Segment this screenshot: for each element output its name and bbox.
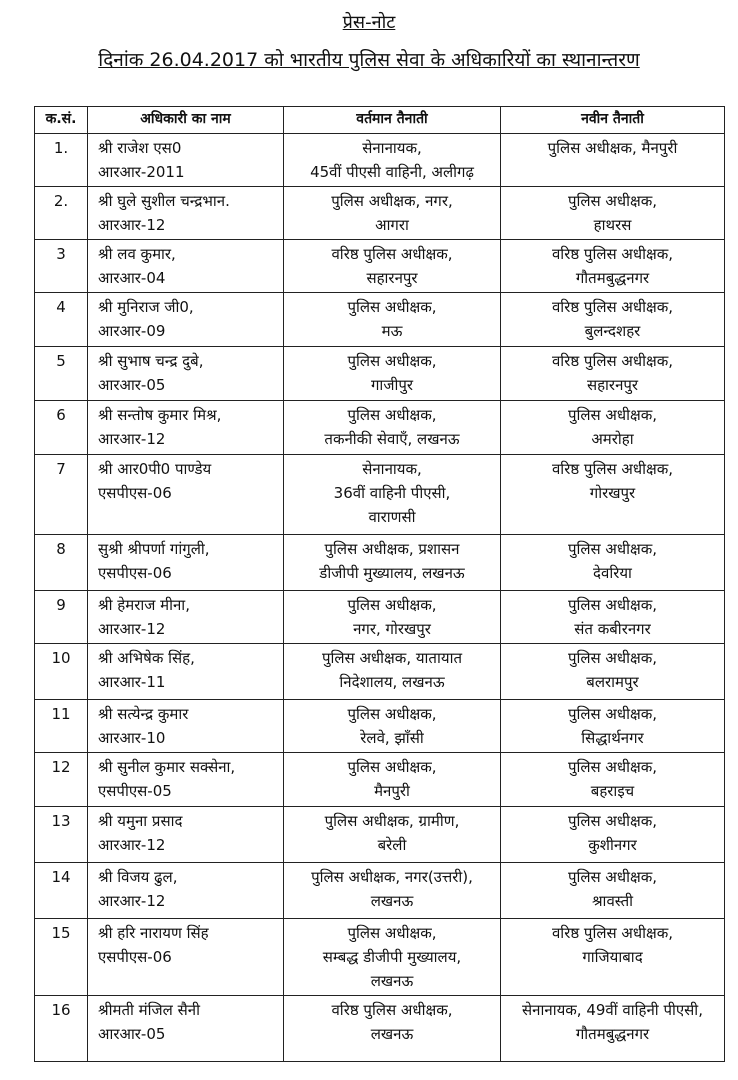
officer-cell <box>88 807 284 863</box>
serial-number: 12 <box>35 753 88 807</box>
current-posting-line: पुलिस अधीक्षक, प्रशासन <box>324 540 460 558</box>
current-posting-line: निदेशालय, लखनऊ <box>339 673 445 691</box>
table-row <box>35 996 725 1062</box>
table-row <box>35 240 725 293</box>
current-posting-line: पुलिस अधीक्षक, <box>347 705 437 723</box>
new-posting-line: पुलिस अधीक्षक, मैनपुरी <box>547 139 678 157</box>
new-posting <box>501 591 725 644</box>
new-posting <box>501 535 725 591</box>
current-posting-line: पुलिस अधीक्षक, <box>347 298 437 316</box>
new-posting <box>501 807 725 863</box>
current-posting-line: सम्बद्ध डीजीपी मुख्यालय, <box>322 948 462 966</box>
officer-batch: एसपीएस-06 <box>98 564 172 582</box>
current-posting-line: नगर, गोरखपुर <box>353 620 431 638</box>
table-header-row <box>35 107 725 134</box>
new-posting-line: बलरामपुर <box>586 673 639 691</box>
table-row <box>35 753 725 807</box>
current-posting <box>284 700 501 753</box>
current-posting <box>284 996 501 1062</box>
serial-number: 14 <box>35 863 88 919</box>
current-posting <box>284 187 501 240</box>
officer-name: श्री आर0पी0 पाण्डेय <box>98 460 212 478</box>
current-posting-line: मैनपुरी <box>374 782 410 800</box>
officer-name: श्री राजेश एस0 <box>98 139 182 157</box>
new-posting-line: पुलिस अधीक्षक, <box>567 649 658 667</box>
officer-cell <box>88 347 284 401</box>
header-officer-name: अधिकारी का नाम <box>88 107 284 134</box>
new-posting-line: वरिष्ठ पुलिस अधीक्षक, <box>551 298 674 316</box>
new-posting-line: हाथरस <box>593 216 632 234</box>
officer-cell <box>88 644 284 700</box>
new-posting <box>501 700 725 753</box>
current-posting-line: पुलिस अधीक्षक, <box>347 758 437 776</box>
table-row <box>35 401 725 455</box>
new-posting <box>501 996 725 1062</box>
new-posting-line: कुशीनगर <box>588 836 637 854</box>
officer-name: श्री हरि नारायण सिंह <box>98 924 209 942</box>
table-row <box>35 700 725 753</box>
current-posting-line: वरिष्ठ पुलिस अधीक्षक, <box>331 245 453 263</box>
new-posting <box>501 347 725 401</box>
table-body <box>35 134 725 1062</box>
serial-number: 1. <box>35 134 88 187</box>
officer-batch: एसपीएस-06 <box>98 948 172 966</box>
new-posting-line: वरिष्ठ पुलिस अधीक्षक, <box>551 352 674 370</box>
officer-name: श्री अभिषेक सिंह, <box>98 649 195 667</box>
new-posting-line: पुलिस अधीक्षक, <box>567 596 658 614</box>
current-posting-line: पुलिस अधीक्षक, नगर(उत्तरी), <box>311 868 473 886</box>
serial-number: 13 <box>35 807 88 863</box>
officer-batch: आरआर-12 <box>98 892 166 910</box>
officer-cell <box>88 700 284 753</box>
new-posting <box>501 293 725 347</box>
serial-number: 8 <box>35 535 88 591</box>
current-posting-line: लखनऊ <box>370 892 414 910</box>
officer-batch: आरआर-09 <box>98 322 166 340</box>
current-posting-line: वरिष्ठ पुलिस अधीक्षक, <box>331 1001 453 1019</box>
officer-name: श्री यमुना प्रसाद <box>98 812 183 830</box>
table-row <box>35 134 725 187</box>
new-posting <box>501 753 725 807</box>
table-row <box>35 863 725 919</box>
table-row <box>35 807 725 863</box>
new-posting <box>501 240 725 293</box>
transfer-table <box>34 106 725 1062</box>
new-posting-line: बुलन्दशहर <box>584 322 641 340</box>
officer-batch: आरआर-04 <box>98 269 166 287</box>
current-posting-line: सेनानायक, <box>362 460 422 478</box>
officer-batch: आरआर-12 <box>98 430 166 448</box>
new-posting-line: गोरखपुर <box>589 484 636 502</box>
officer-name: श्री लव कुमार, <box>98 245 176 263</box>
new-posting-line: पुलिस अधीक्षक, <box>567 192 658 210</box>
current-posting-line: पुलिस अधीक्षक, ग्रामीण, <box>324 812 460 830</box>
officer-name: श्री सत्येन्द्र कुमार <box>98 705 189 723</box>
press-note-subtitle: दिनांक 26.04.2017 को भारतीय पुलिस सेवा के अधिकारियों का स्थानान्तरण <box>98 49 640 71</box>
current-posting-line: गाजीपुर <box>370 376 413 394</box>
header-current-posting: वर्तमान तैनाती <box>284 107 501 134</box>
current-posting-line: पुलिस अधीक्षक, <box>347 924 437 942</box>
current-posting <box>284 644 501 700</box>
new-posting-line: संत कबीरनगर <box>574 620 651 638</box>
current-posting-line: बरेली <box>377 836 407 854</box>
officer-batch: आरआर-05 <box>98 1025 166 1043</box>
table-row <box>35 293 725 347</box>
press-note-title: प्रेस-नोट <box>342 12 396 33</box>
new-posting-line: पुलिस अधीक्षक, <box>567 868 658 886</box>
new-posting-line: पुलिस अधीक्षक, <box>567 812 658 830</box>
current-posting-line: डीजीपी मुख्यालय, लखनऊ <box>319 564 465 582</box>
officer-cell <box>88 591 284 644</box>
officer-batch: आरआर-2011 <box>98 163 185 181</box>
new-posting <box>501 644 725 700</box>
table-row <box>35 919 725 996</box>
serial-number: 16 <box>35 996 88 1062</box>
officer-name: सुश्री श्रीपर्णा गांगुली, <box>98 540 210 558</box>
officer-cell <box>88 401 284 455</box>
table-row <box>35 591 725 644</box>
officer-name: श्री विजय ढुल, <box>98 868 178 886</box>
officer-name: श्री सुभाष चन्द्र दुबे, <box>98 352 204 370</box>
current-posting <box>284 591 501 644</box>
serial-number: 2. <box>35 187 88 240</box>
new-posting-line: अमरोहा <box>591 430 634 448</box>
new-posting-line: वरिष्ठ पुलिस अधीक्षक, <box>551 460 674 478</box>
officer-name: श्रीमती मंजिल सैनी <box>98 1001 200 1019</box>
new-posting-line: वरिष्ठ पुलिस अधीक्षक, <box>551 245 674 263</box>
current-posting-line: रेलवे, झाँसी <box>360 729 424 747</box>
officer-batch: आरआर-10 <box>98 729 166 747</box>
current-posting-line: पुलिस अधीक्षक, यातायात <box>321 649 463 667</box>
officer-name: श्री घुले सुशील चन्द्रभान. <box>98 192 230 210</box>
officer-batch: आरआर-12 <box>98 836 166 854</box>
serial-number: 15 <box>35 919 88 996</box>
current-posting <box>284 807 501 863</box>
new-posting <box>501 455 725 535</box>
serial-number: 3 <box>35 240 88 293</box>
current-posting <box>284 455 501 535</box>
table-row <box>35 535 725 591</box>
current-posting-line: पुलिस अधीक्षक, <box>347 596 437 614</box>
new-posting <box>501 401 725 455</box>
new-posting-line: पुलिस अधीक्षक, <box>567 705 658 723</box>
officer-name: श्री मुनिराज जी0, <box>98 298 194 316</box>
serial-number: 9 <box>35 591 88 644</box>
new-posting-line: सिद्धार्थनगर <box>581 729 644 747</box>
officer-cell <box>88 455 284 535</box>
new-posting-line: गौतमबुद्धनगर <box>575 1025 650 1043</box>
officer-cell <box>88 919 284 996</box>
current-posting <box>284 919 501 996</box>
new-posting-line: पुलिस अधीक्षक, <box>567 540 658 558</box>
new-posting-line: सेनानायक, 49वीं वाहिनी पीएसी, <box>522 1001 703 1019</box>
current-posting <box>284 134 501 187</box>
officer-name: श्री सन्तोष कुमार मिश्र, <box>98 406 222 424</box>
officer-cell <box>88 187 284 240</box>
officer-batch: एसपीएस-05 <box>98 782 172 800</box>
current-posting-line: वाराणसी <box>368 508 416 526</box>
current-posting-line: पुलिस अधीक्षक, <box>347 406 437 424</box>
officer-batch: आरआर-12 <box>98 620 166 638</box>
officer-name: श्री हेमराज मीना, <box>98 596 190 614</box>
serial-number: 7 <box>35 455 88 535</box>
new-posting <box>501 187 725 240</box>
officer-batch: आरआर-11 <box>98 673 166 691</box>
header-sno: क.सं. <box>35 107 88 134</box>
officer-cell <box>88 134 284 187</box>
current-posting-line: 45वीं पीएसी वाहिनी, अलीगढ़ <box>310 163 474 181</box>
officer-cell <box>88 535 284 591</box>
current-posting <box>284 753 501 807</box>
officer-batch: आरआर-12 <box>98 216 166 234</box>
new-posting-line: वरिष्ठ पुलिस अधीक्षक, <box>551 924 674 942</box>
serial-number: 6 <box>35 401 88 455</box>
table-row <box>35 187 725 240</box>
current-posting-line: 36वीं वाहिनी पीएसी, <box>333 484 451 502</box>
officer-cell <box>88 753 284 807</box>
new-posting-line: पुलिस अधीक्षक, <box>567 758 658 776</box>
new-posting-line: बहराइच <box>590 782 635 800</box>
current-posting <box>284 293 501 347</box>
new-posting-line: श्रावस्ती <box>591 892 634 910</box>
new-posting <box>501 134 725 187</box>
new-posting-line: गौतमबुद्धनगर <box>575 269 650 287</box>
serial-number: 4 <box>35 293 88 347</box>
officer-batch: आरआर-05 <box>98 376 166 394</box>
new-posting-line: पुलिस अधीक्षक, <box>567 406 658 424</box>
new-posting <box>501 919 725 996</box>
officer-batch: एसपीएस-06 <box>98 484 172 502</box>
serial-number: 11 <box>35 700 88 753</box>
officer-cell <box>88 996 284 1062</box>
current-posting-line: सहारनपुर <box>366 269 418 287</box>
current-posting-line: पुलिस अधीक्षक, नगर, <box>331 192 453 210</box>
table-row <box>35 347 725 401</box>
current-posting <box>284 240 501 293</box>
current-posting <box>284 401 501 455</box>
officer-cell <box>88 863 284 919</box>
current-posting <box>284 347 501 401</box>
officer-cell <box>88 293 284 347</box>
current-posting-line: लखनऊ <box>370 1025 414 1043</box>
serial-number: 5 <box>35 347 88 401</box>
officer-cell <box>88 240 284 293</box>
current-posting-line: पुलिस अधीक्षक, <box>347 352 437 370</box>
new-posting-line: गाजियाबाद <box>582 948 643 966</box>
current-posting <box>284 863 501 919</box>
new-posting-line: सहारनपुर <box>586 376 639 394</box>
officer-name: श्री सुनील कुमार सक्सेना, <box>98 758 236 776</box>
header-new-posting: नवीन तैनाती <box>501 107 725 134</box>
table-row <box>35 455 725 535</box>
current-posting-line: लखनऊ <box>370 972 414 990</box>
current-posting <box>284 535 501 591</box>
current-posting-line: मऊ <box>381 322 403 340</box>
current-posting-line: तकनीकी सेवाएँ, लखनऊ <box>324 430 460 448</box>
new-posting-line: देवरिया <box>593 564 632 582</box>
current-posting-line: आगरा <box>375 216 409 234</box>
new-posting <box>501 863 725 919</box>
table-row <box>35 644 725 700</box>
serial-number: 10 <box>35 644 88 700</box>
current-posting-line: सेनानायक, <box>362 139 422 157</box>
